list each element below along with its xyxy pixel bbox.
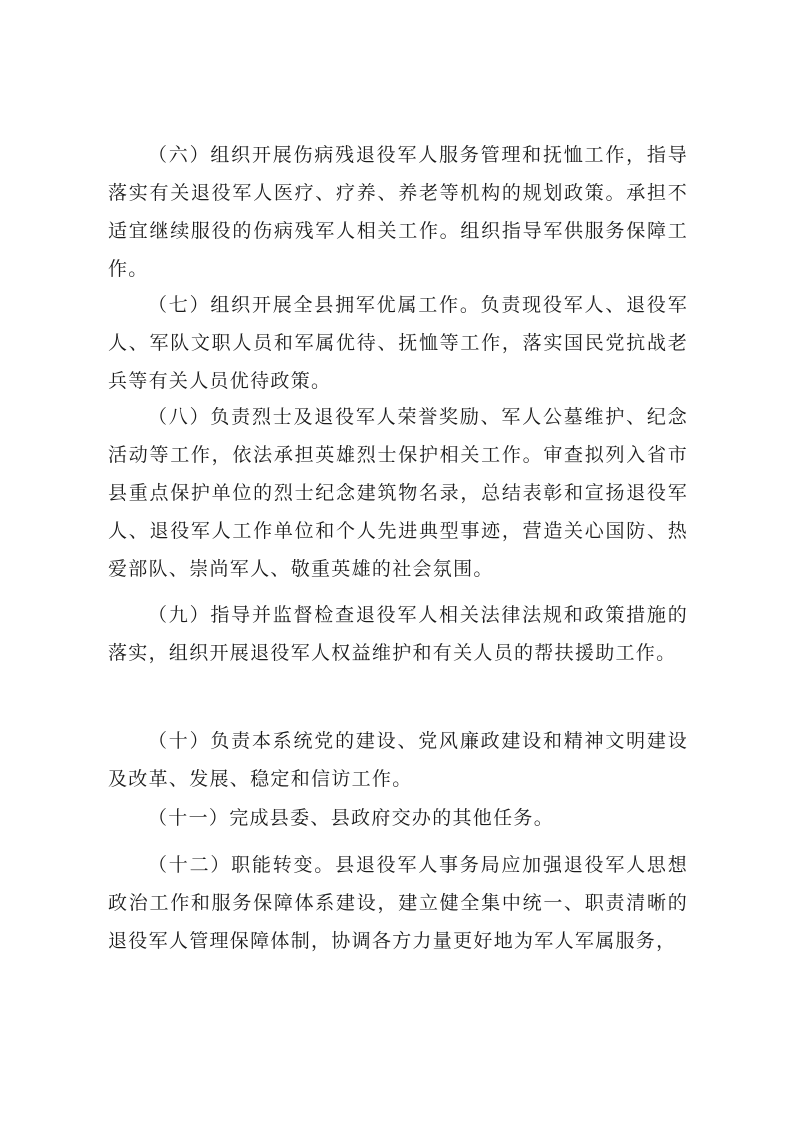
paragraph-8: （八）负责烈士及退役军人荣誉奖励、军人公墓维护、纪念活动等工作，依法承担英雄烈士保护相关工作。审查拟列入省市县重点保护单位的烈士纪念建筑物名录，总结表彰和宣扬退役军人、退役军人工作单位和个人先进典型事迹，营造关心国防、热爱部队、崇尚军人、敬重英雄的社会氛围。 <box>108 406 688 580</box>
paragraph-11: （十一）完成县委、县政府交办的其他任务。 <box>148 807 555 829</box>
paragraph-9: （九）指导并监督检查退役军人相关法律法规和政策措施的落实，组织开展退役军人权益维护和有关人员的帮扶援助工作。 <box>108 604 688 664</box>
paragraph-6: （六）组织开展伤病残退役军人服务管理和抚恤工作，指导落实有关退役军人医疗、疗养、养老等机构的规划政策。承担不适宜继续服役的伤病残军人相关工作。组织指导军供服务保障工作。 <box>108 144 688 280</box>
paragraph-12: （十二）职能转变。县退役军人事务局应加强退役军人思想政治工作和服务保障体系建设，建立健全集中统一、职责清晰的退役军人管理保障体制，协调各方力量更好地为军人军属服务， <box>108 854 688 952</box>
paragraph-7: （七）组织开展全县拥军优属工作。负责现役军人、退役军人、军队文职人员和军属优待、抚恤等工作，落实国民党抗战老兵等有关人员优待政策。 <box>108 294 688 392</box>
paragraph-10: （十）负责本系统党的建设、党风廉政建设和精神文明建设及改革、发展、稳定和信访工作。 <box>108 730 688 790</box>
